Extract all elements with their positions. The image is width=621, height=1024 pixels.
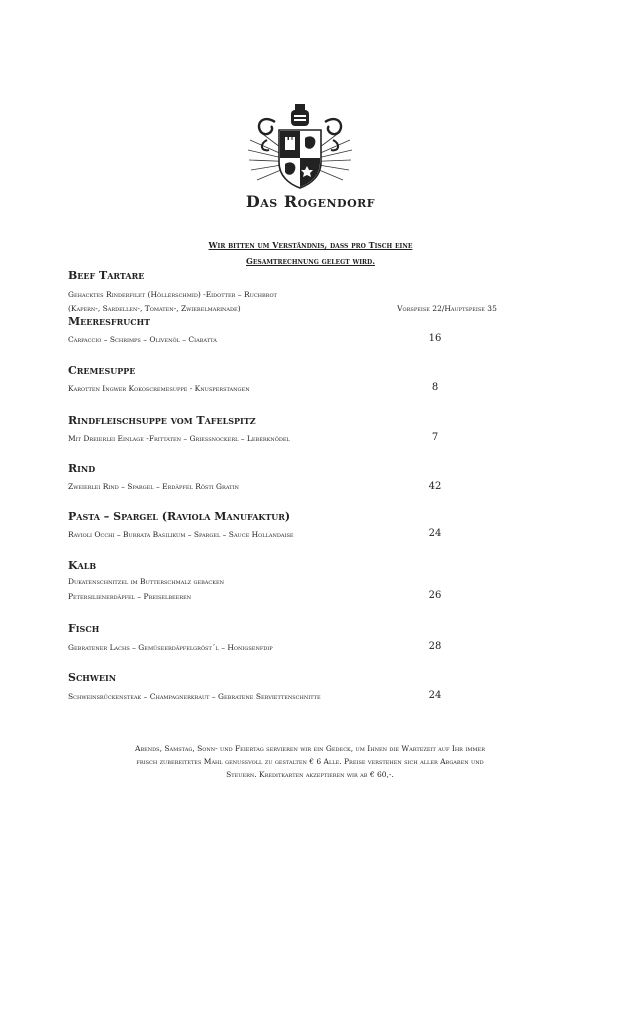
price: Vorspeise 22/Hauptspeise 35 xyxy=(397,304,497,313)
footer-line: Abends, Samstag, Sonn- und Feiertag servieren wir ein Gedeck, um Ihnen die Wartezeit auf Ihr immer xyxy=(135,744,485,753)
section-title: Rindfleischsuppe vom Tafelspitz xyxy=(68,414,256,427)
section-line: Schweinsrückensteak – Champagnerkraut – Gebratene Serviettenschnitte xyxy=(68,692,321,701)
section-line: Ravioli Occhi – Burrata Basilikum – Spargel – Sauce Hollandaise xyxy=(68,530,294,539)
section-line: Karotten Ingwer Kokoscremesuppe - Knusperstangen xyxy=(68,384,250,393)
section-title: Pasta – Spargel (Raviola Manufaktur) xyxy=(68,510,291,523)
coat-of-arms-logo xyxy=(245,100,355,192)
price: 26 xyxy=(428,590,442,601)
price: 24 xyxy=(428,528,442,539)
coat-of-arms-icon xyxy=(245,100,355,192)
section-title: Schwein xyxy=(68,671,117,684)
footer-line: frisch zubereitetes Mahl genussvoll zu gestalten € 6 Alle. Preise verstehen sich aller Abgaben und xyxy=(136,757,484,766)
restaurant-name: Das Rogendorf xyxy=(245,192,376,211)
footer-note xyxy=(60,742,560,781)
price: 28 xyxy=(428,641,442,652)
section-title: Meeresfrucht xyxy=(68,315,151,328)
section-line: Gebratener Lachs – Gemüseerdäpfelgröst´l – Honigsenfdip xyxy=(68,643,273,652)
price: 7 xyxy=(431,432,439,443)
section-title: Kalb xyxy=(68,559,97,572)
section-line: Gehacktes Rinderfilet (Höllerschmid) -Eidotter – Ruchbrot xyxy=(68,290,277,299)
notice-line-1: Wir bitten um Verständnis, dass pro Tisch eine xyxy=(208,240,413,250)
section-line: Carpaccio – Schrimps – Olivenöl – Ciabatta xyxy=(68,335,217,344)
price: 16 xyxy=(428,333,442,344)
price: 8 xyxy=(431,382,439,393)
price: 24 xyxy=(428,690,442,701)
section-title: Rind xyxy=(68,462,96,475)
section-line: Mit Dreierlei Einlage -Frittaten – Griessnockerl – Leberknödel xyxy=(68,434,290,443)
section-line: Dukatenschnitzel im Butterschmalz gebacken xyxy=(68,577,224,586)
section-title: Beef Tartare xyxy=(68,269,145,282)
section-title: Cremesuppe xyxy=(68,364,136,377)
section-title: Fisch xyxy=(68,622,100,635)
section-line: Petersilienerdäpfel – Preiselbeeren xyxy=(68,592,192,601)
notice-line-2: Gesamtrechnung gelegt wird. xyxy=(246,256,375,266)
section-line: Zweierlei Rind – Spargel – Erdäpfel Rösti Gratin xyxy=(68,482,239,491)
price: 42 xyxy=(428,481,442,492)
footer-line: Steuern. Kreditkarten akzeptieren wir ab € 60,-. xyxy=(226,770,394,779)
section-line: (Kapern-, Sardellen-, Tomaten-, Zwiebelmarinade) xyxy=(68,304,241,313)
